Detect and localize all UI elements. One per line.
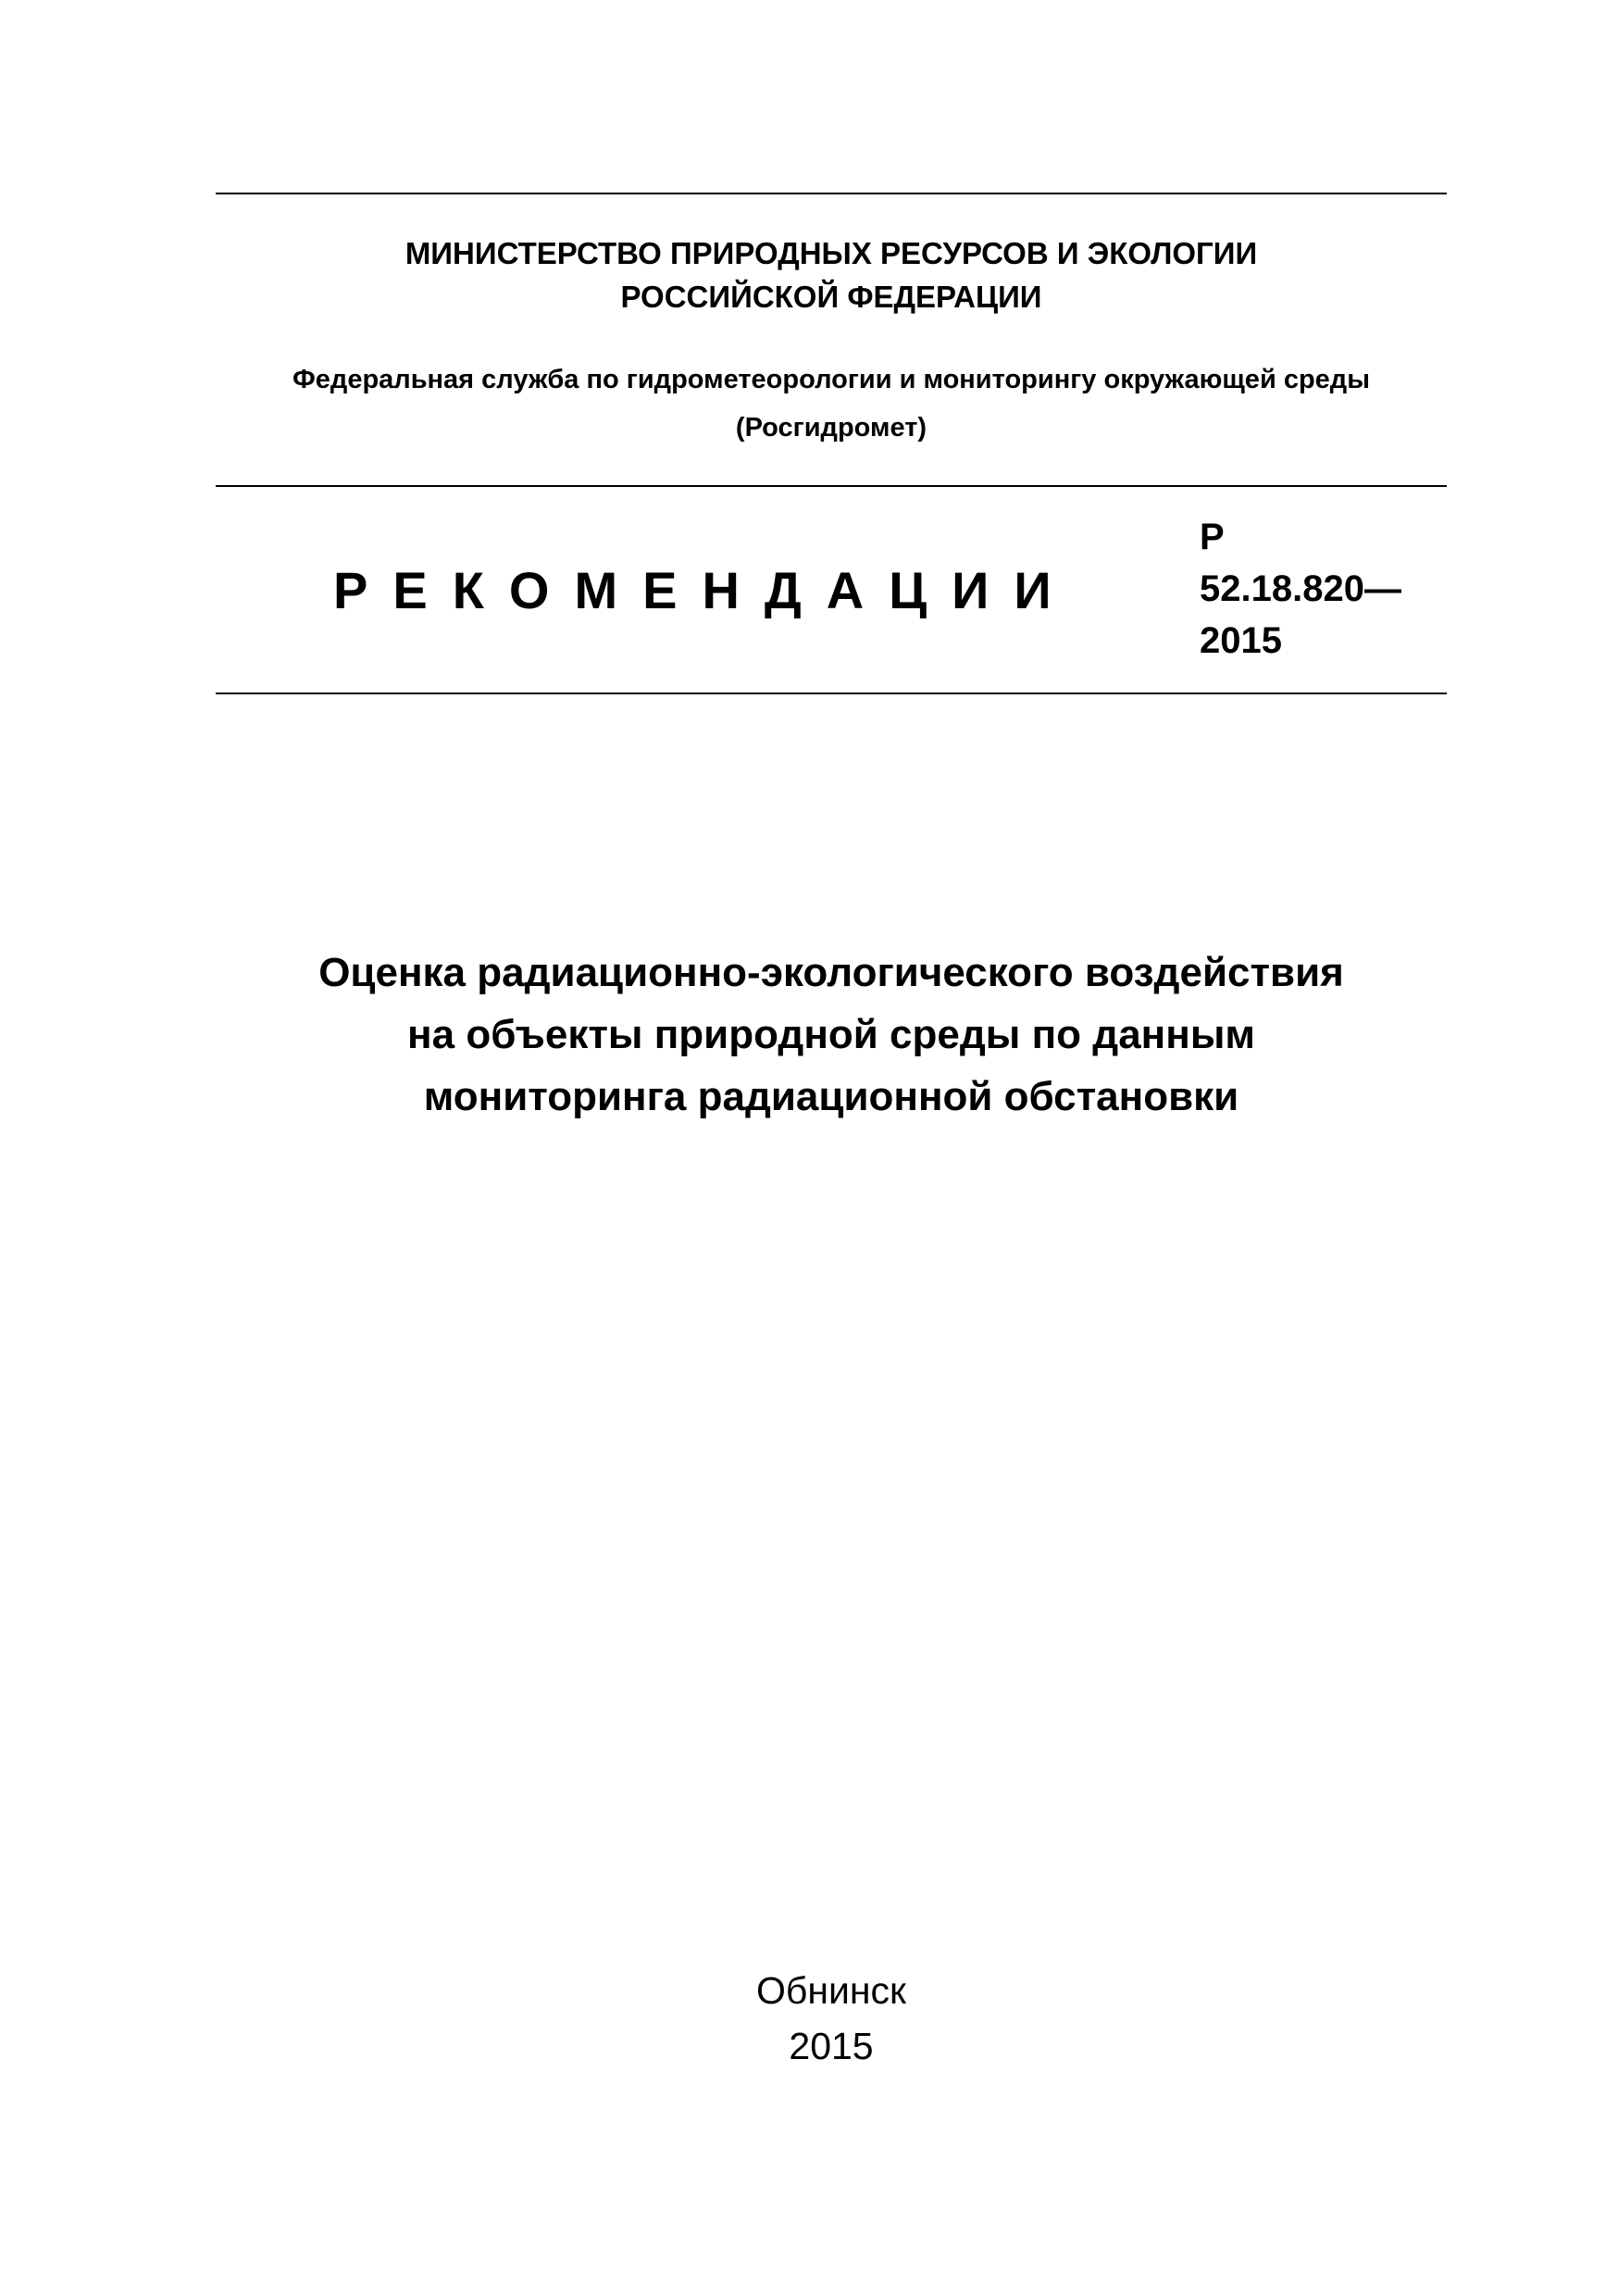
service-line-2: (Росгидромет) bbox=[735, 413, 927, 443]
bottom-divider bbox=[216, 693, 1447, 694]
document-number bbox=[1200, 511, 1401, 667]
title-line-1: Оценка радиационно-экологического воздействия bbox=[318, 950, 1344, 995]
imprint bbox=[216, 1963, 1447, 2074]
service-name bbox=[216, 356, 1447, 452]
service-line-1: Федеральная служба по гидрометеорологии и мониторингу окружающей среды bbox=[292, 365, 1370, 394]
imprint-year: 2015 bbox=[789, 2025, 874, 2067]
document-number-prefix: Р bbox=[1200, 517, 1225, 557]
title-line-3: мониторинга радиационной обстановки bbox=[423, 1074, 1239, 1119]
ministry-line-1: МИНИСТЕРСТВО ПРИРОДНЫХ РЕСУРСОВ И ЭКОЛОГИИ bbox=[404, 236, 1258, 270]
document-type: РЕКОМЕНДАЦИИ bbox=[333, 561, 1077, 619]
document-title bbox=[216, 942, 1447, 1128]
title-line-2: на объекты природной среды по данным bbox=[407, 1012, 1255, 1057]
document-number-year: 2015 bbox=[1200, 620, 1282, 661]
imprint-city: Обнинск bbox=[756, 1969, 906, 2012]
document-number-code: 52.18.820— bbox=[1200, 568, 1401, 609]
middle-divider bbox=[216, 485, 1447, 487]
top-divider bbox=[216, 193, 1447, 194]
ministry-name bbox=[216, 231, 1447, 318]
ministry-line-2: РОССИЙСКОЙ ФЕДЕРАЦИИ bbox=[620, 280, 1042, 314]
